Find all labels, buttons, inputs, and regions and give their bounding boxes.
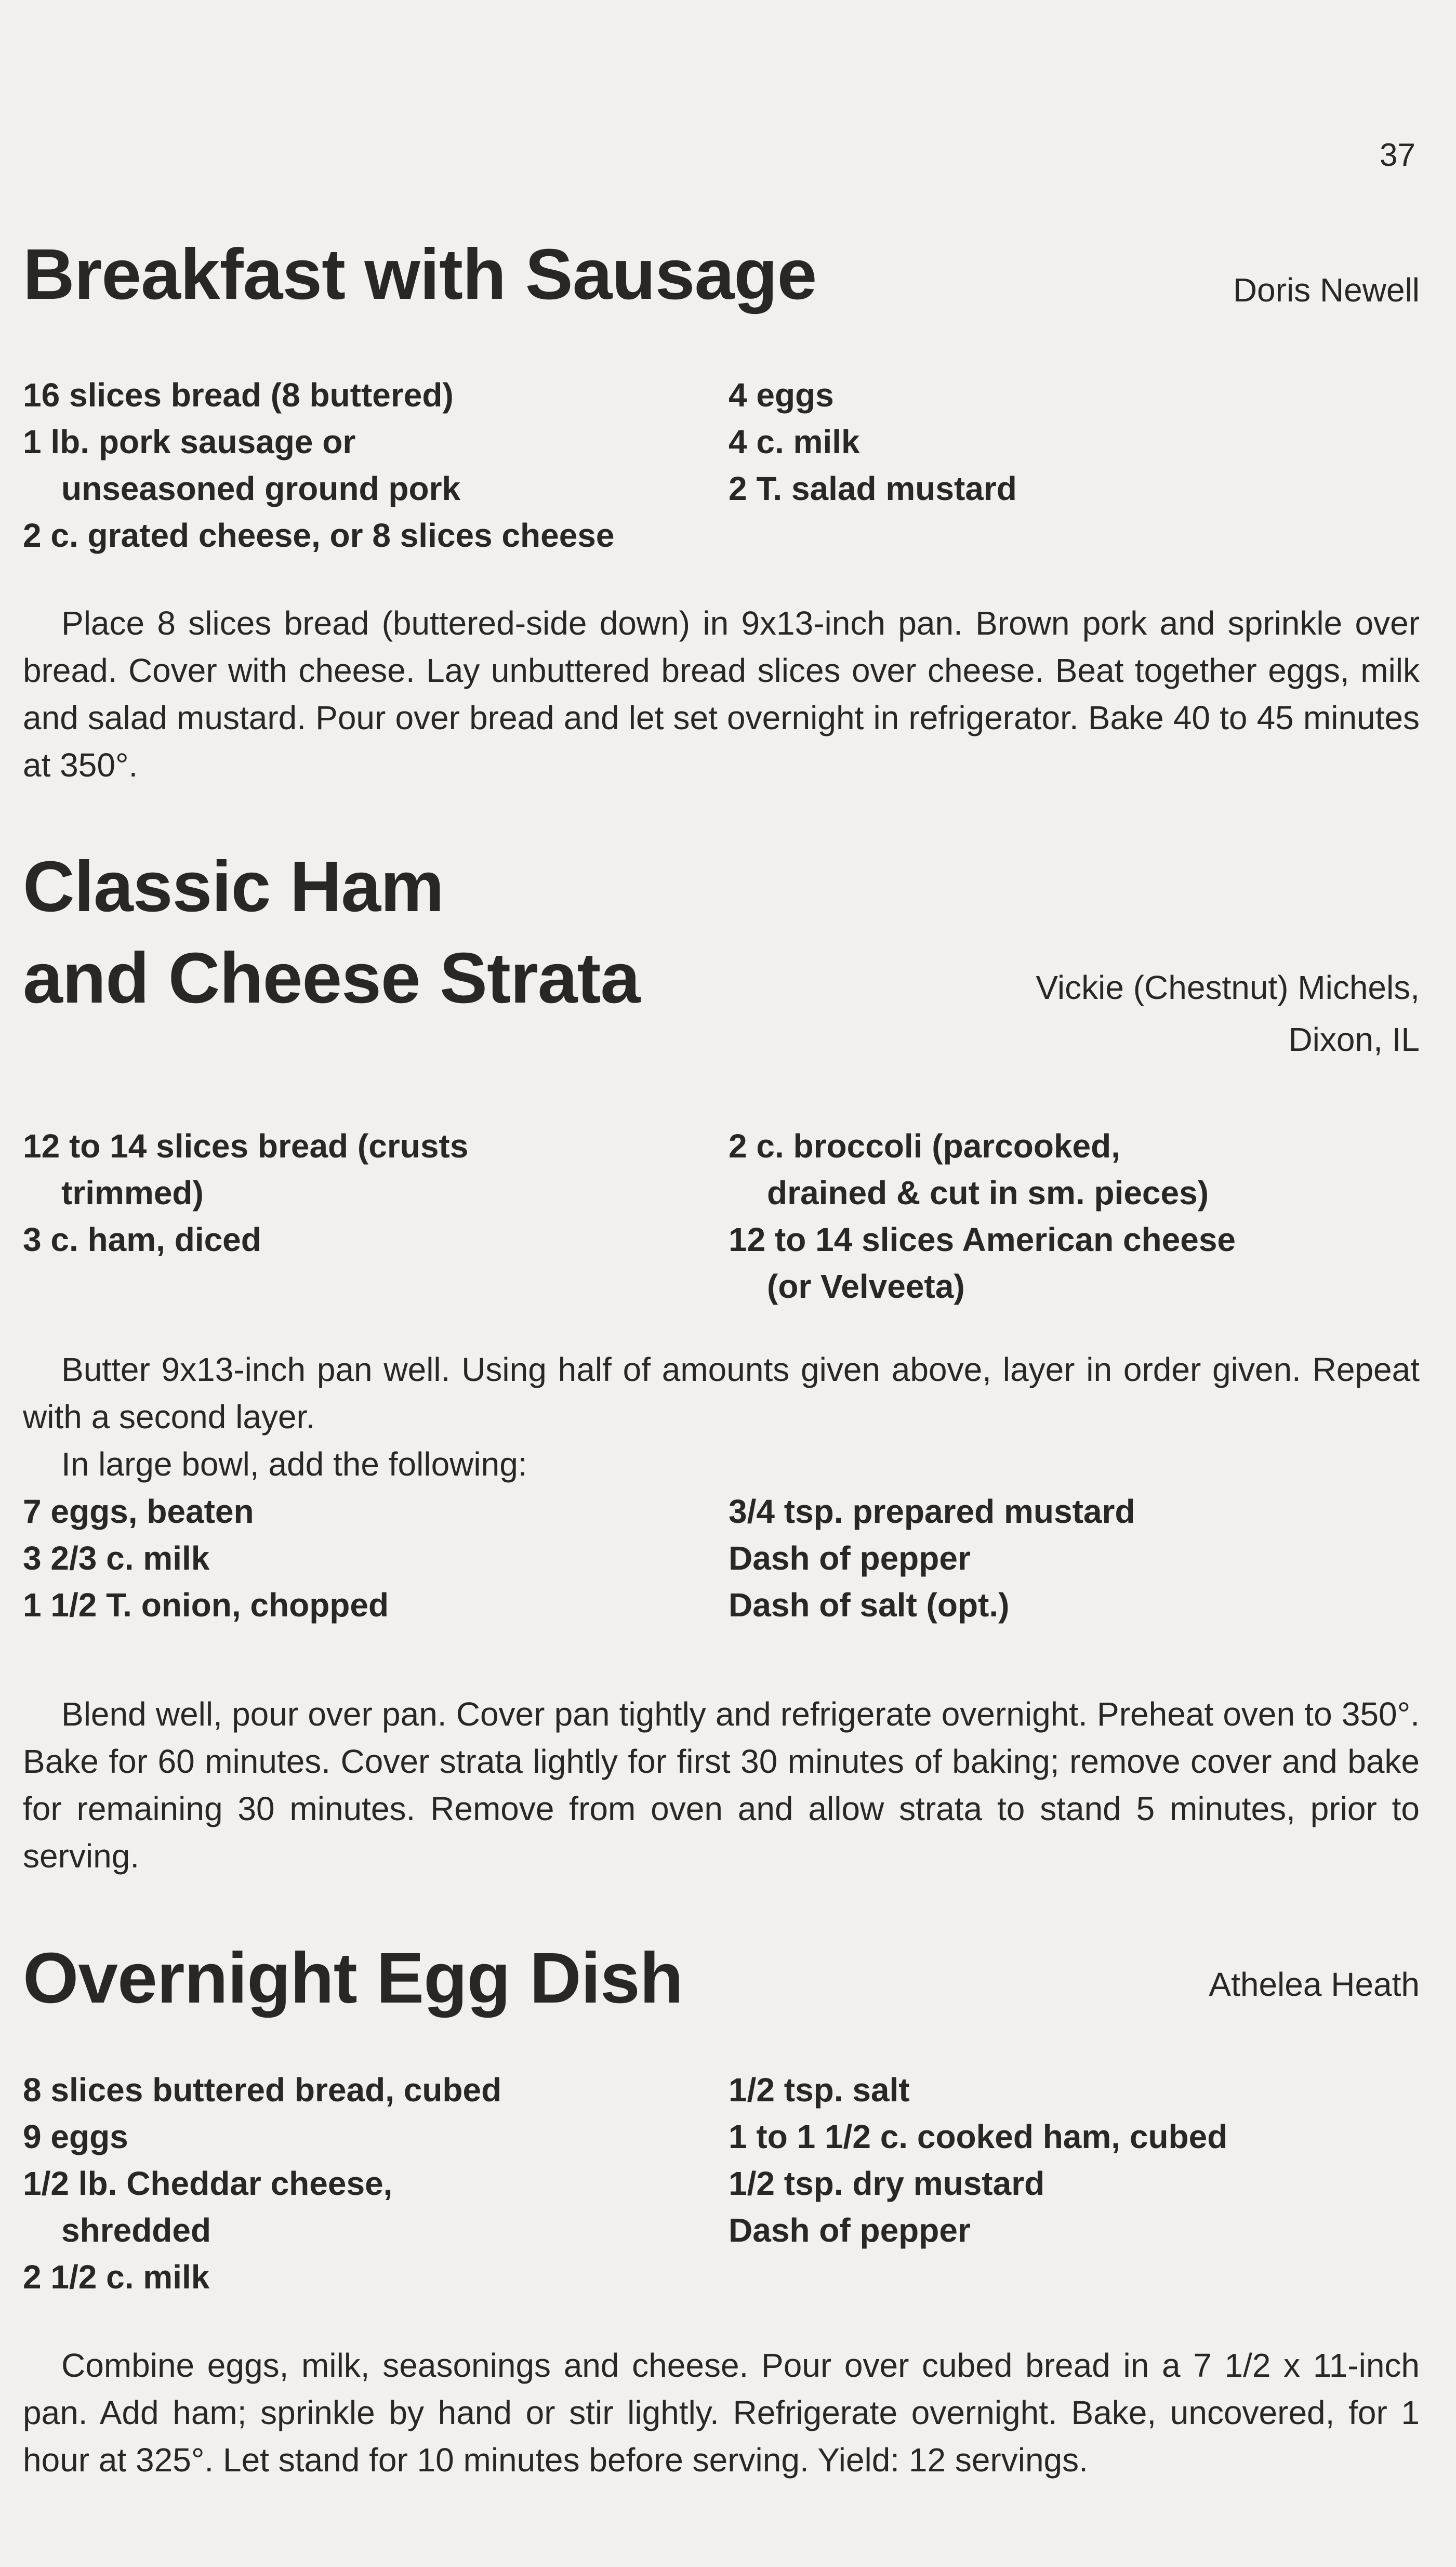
- ingredient-item: 1/2 tsp. salt: [729, 2071, 910, 2109]
- ingredient-item: 3 c. ham, diced: [23, 1221, 261, 1258]
- ingredient-item: Dash of pepper: [729, 2211, 971, 2249]
- directions: [23, 1691, 1420, 1880]
- ingredient-item: 1 1/2 T. onion, chopped: [23, 1586, 389, 1624]
- ingredient-item: 1 to 1 1/2 c. cooked ham, cubed: [729, 2118, 1228, 2155]
- recipe-author: [1233, 264, 1420, 316]
- ingredient-item: 3/4 tsp. prepared mustard: [729, 1493, 1135, 1530]
- ingredient-item: 4 eggs: [729, 376, 834, 414]
- ingredient-item: Dash of salt (opt.): [729, 1586, 1010, 1624]
- ingredient-item: 1 lb. pork sausage or: [23, 423, 356, 460]
- ingredients-right: [729, 2066, 1227, 2254]
- ingredient-item: trimmed): [61, 1174, 204, 1212]
- ingredient-item: 7 eggs, beaten: [23, 1493, 254, 1530]
- recipe-title-line: Classic Ham: [23, 847, 444, 927]
- ingredient-item: Dash of pepper: [729, 1539, 971, 1577]
- ingredients-right: [729, 1123, 1236, 1310]
- directions: [23, 600, 1420, 789]
- directions: [23, 1346, 1420, 1488]
- ingredients-left: [23, 372, 614, 559]
- recipe-classic-ham-and-cheese-strata: [23, 841, 1420, 1875]
- recipe-author: [1036, 962, 1420, 1065]
- ingredient-item: shredded: [61, 2211, 211, 2249]
- ingredient-item: 4 c. milk: [729, 423, 860, 460]
- ingredient-item: 12 to 14 slices bread (crusts: [23, 1127, 469, 1165]
- directions-paragraph: Blend well, pour over pan. Cover pan tightly and refrigerate overnight. Preheat oven to 350°. Bake for 60 minutes. Cover strata lightly for first 30 minutes of baking; remove cover and bake for remaining 30 minutes. Remove from oven and allow strata to stand 5 minutes, prior to serving.: [23, 1695, 1420, 1875]
- ingredient-item: (or Velveeta): [767, 1268, 965, 1305]
- ingredient-item: 12 to 14 slices American cheese: [729, 1221, 1236, 1258]
- ingredient-item: 2 c. broccoli (parcooked,: [729, 1127, 1120, 1165]
- directions-paragraph: Butter 9x13-inch pan well. Using half of amounts given above, layer in order given. Repeat with a second layer.: [23, 1351, 1420, 1436]
- ingredient-item: 9 eggs: [23, 2118, 128, 2155]
- author-line: Vickie (Chestnut) Michels,: [1036, 969, 1420, 1006]
- ingredient-item: 1/2 tsp. dry mustard: [729, 2165, 1045, 2202]
- recipe-breakfast-with-sausage: [23, 229, 1420, 784]
- directions: [23, 2342, 1420, 2484]
- author-line: Athelea Heath: [1209, 1966, 1420, 2003]
- directions-paragraph: Combine eggs, milk, seasonings and cheese. Pour over cubed bread in a 7 1/2 x 11-inch pan. Add ham; sprinkle by hand or stir lightly. Refrigerate overnight. Bake, uncovered, for 1 hour at 325°. Let stand for 10 minutes before serving. Yield: 12 servings.: [23, 2347, 1420, 2479]
- recipe-title: [23, 229, 1420, 320]
- ingredients-left: [23, 1123, 468, 1263]
- author-line: Dixon, IL: [1288, 1021, 1420, 1058]
- page-number: 37: [1380, 137, 1415, 173]
- ingredient-item: 2 1/2 c. milk: [23, 2258, 210, 2296]
- ingredients-right: [729, 1488, 1135, 1628]
- recipe-overnight-egg-dish: [23, 1932, 1420, 2479]
- ingredient-item: 2 T. salad mustard: [729, 470, 1017, 507]
- recipe-title-line: and Cheese Strata: [23, 938, 640, 1018]
- ingredient-item: drained & cut in sm. pieces): [767, 1174, 1209, 1212]
- ingredient-item: unseasoned ground pork: [61, 470, 461, 507]
- recipe-title-line: Overnight Egg Dish: [23, 1938, 683, 2018]
- directions-paragraph: In large bowl, add the following:: [61, 1445, 527, 1483]
- recipe-author: [1209, 1958, 1420, 2010]
- ingredients-right: [729, 372, 1017, 512]
- ingredient-item: 1/2 lb. Cheddar cheese,: [23, 2165, 393, 2202]
- ingredients-left: [23, 2066, 501, 2300]
- author-line: Doris Newell: [1233, 271, 1420, 309]
- ingredients-left: [23, 1488, 389, 1628]
- recipe-title-line: Breakfast with Sausage: [23, 234, 817, 314]
- directions-paragraph: Place 8 slices bread (buttered-side down) in 9x13-inch pan. Brown pork and sprinkle over bread. Cover with cheese. Lay unbuttered bread slices over cheese. Beat together eggs, milk and salad mustard. Pour over bread and let set overnight in refrigerator. Bake 40 to 45 minutes at 350°.: [23, 604, 1420, 784]
- ingredient-item: 3 2/3 c. milk: [23, 1539, 210, 1577]
- ingredient-item: 2 c. grated cheese, or 8 slices cheese: [23, 517, 615, 554]
- ingredient-item: 16 slices bread (8 buttered): [23, 376, 454, 414]
- ingredient-item: 8 slices buttered bread, cubed: [23, 2071, 502, 2109]
